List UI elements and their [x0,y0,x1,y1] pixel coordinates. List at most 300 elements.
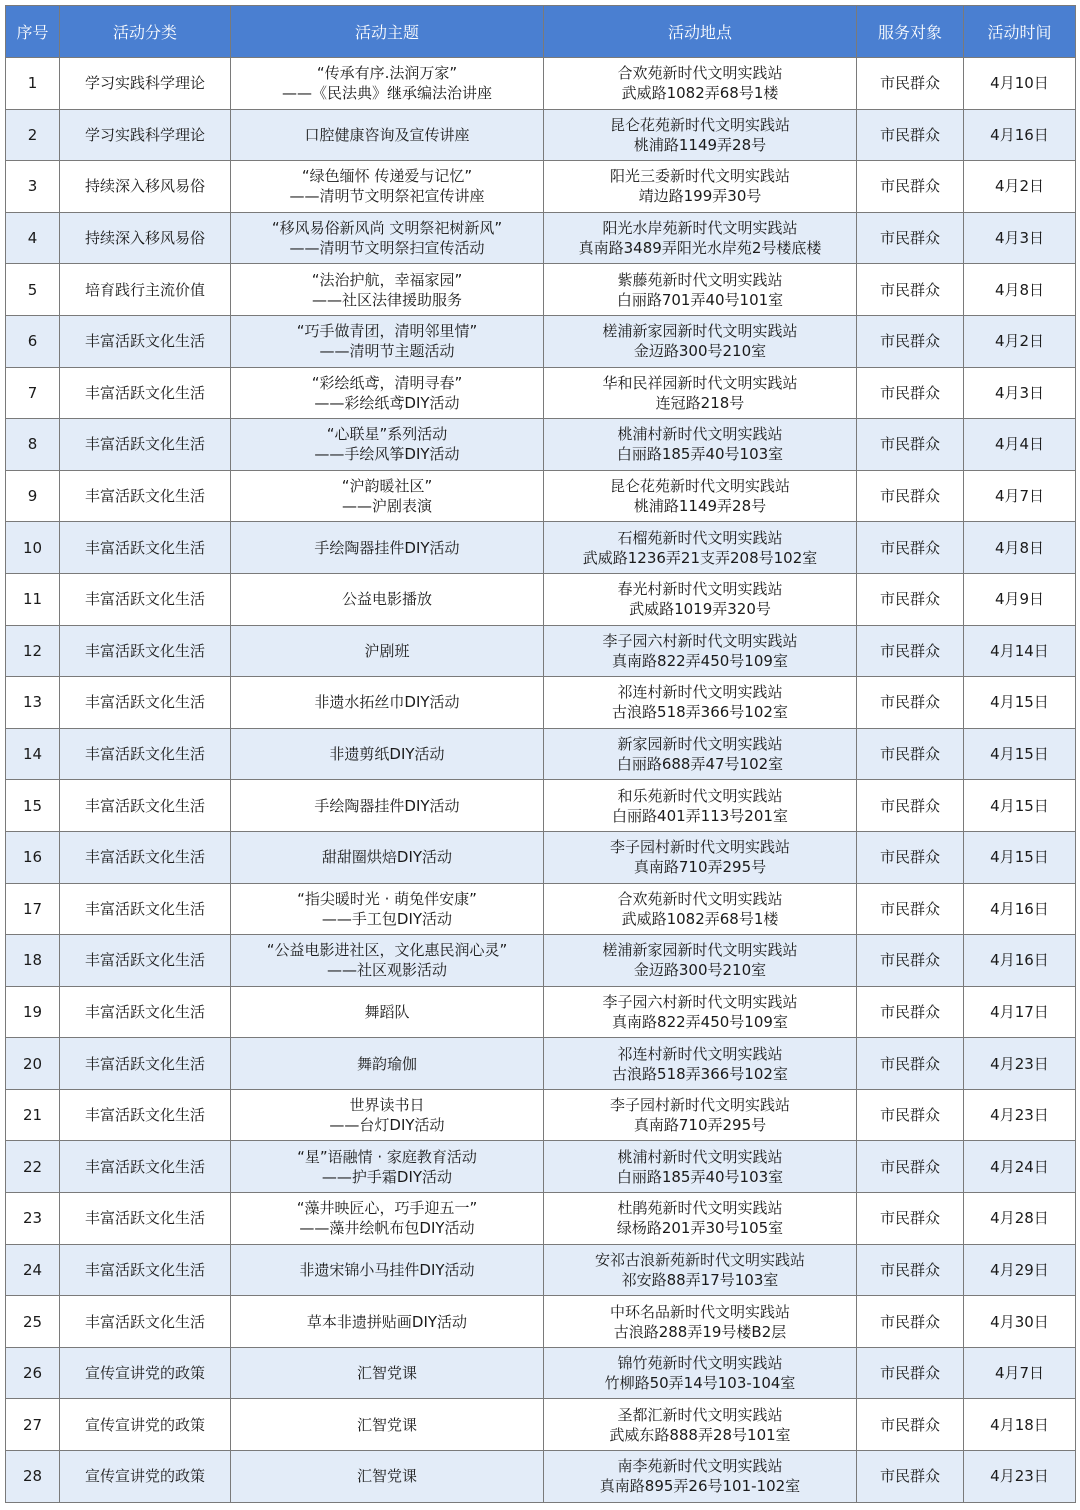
cell-location-line: 古浪路518弄366号102室 [612,1064,788,1083]
cell-index: 2 [6,109,60,161]
cell-location-line: 华和民祥园新时代文明实践站 [602,373,798,392]
cell-category: 丰富活跃文化生活 [60,1038,231,1090]
cell-location [544,315,857,367]
cell-audience: 市民群众 [857,831,964,883]
cell-location-line: 新家园新时代文明实践站 [617,735,783,754]
cell-category: 丰富活跃文化生活 [60,1244,231,1296]
cell-category: 丰富活跃文化生活 [60,522,231,574]
cell-index: 1 [6,58,60,110]
cell-topic-line: 非遗水拓丝巾DIY活动 [314,693,460,712]
cell-category: 丰富活跃文化生活 [60,883,231,935]
cell-location-line: 石榴苑新时代文明实践站 [617,528,783,547]
cell-location [544,419,857,471]
cell-time: 4月15日 [964,780,1076,832]
cell-audience: 市民群众 [857,1089,964,1141]
cell-location-line: 真南路710弄295号 [633,1116,767,1135]
header-index: 序号 [6,6,60,58]
cell-topic-line: 手绘陶器挂件DIY活动 [314,796,460,815]
cell-topic-line: 草本非遗拼贴画DIY活动 [306,1312,468,1331]
cell-index: 9 [6,470,60,522]
cell-location-line: 合欢苑新时代文明实践站 [617,64,783,83]
cell-index: 7 [6,367,60,419]
cell-audience: 市民群众 [857,935,964,987]
cell-audience: 市民群众 [857,1451,964,1503]
table-row [6,677,1076,729]
cell-topic [231,522,544,574]
header-time: 活动时间 [964,6,1076,58]
cell-location-line: 桃浦路1149弄28号 [633,135,767,154]
cell-topic-line: ——台灯DIY活动 [329,1116,445,1135]
cell-time: 4月23日 [964,1089,1076,1141]
cell-index: 5 [6,264,60,316]
cell-topic-line: 甜甜圈烘焙DIY活动 [321,848,453,867]
cell-topic [231,1451,544,1503]
cell-topic-line: ——清明节文明祭祀宣传讲座 [289,187,485,206]
table-row [6,1296,1076,1348]
cell-topic-line: ——手工包DIY活动 [321,909,453,928]
cell-category: 丰富活跃文化生活 [60,625,231,677]
cell-location-line: 白丽路185弄40号103室 [616,445,784,464]
cell-location-line: 白丽路401弄113号201室 [612,806,788,825]
cell-topic [231,986,544,1038]
table-row [6,264,1076,316]
cell-topic [231,883,544,935]
table-row [6,625,1076,677]
cell-category: 学习实践科学理论 [60,109,231,161]
cell-location-line: 紫藤苑新时代文明实践站 [617,270,783,289]
table-row [6,315,1076,367]
table-row [6,883,1076,935]
cell-location-line: 武威路1082弄68号1楼 [621,84,779,103]
cell-location [544,1193,857,1245]
cell-location [544,470,857,522]
cell-index: 25 [6,1296,60,1348]
cell-topic-line: ——清明节文明祭扫宣传活动 [289,239,485,258]
cell-time: 4月14日 [964,625,1076,677]
cell-time: 4月2日 [964,161,1076,213]
cell-location-line: 武威路1019弄320号 [629,600,771,619]
header-row [6,6,1076,58]
cell-category: 宣传宣讲党的政策 [60,1347,231,1399]
activity-schedule-table-container [5,5,1075,1503]
cell-location-line: 昆仑花苑新时代文明实践站 [609,477,790,496]
cell-time: 4月4日 [964,419,1076,471]
cell-topic [231,831,544,883]
cell-location [544,831,857,883]
cell-category: 宣传宣讲党的政策 [60,1399,231,1451]
cell-topic-line: “藻井映匠心，巧手迎五一” [296,1199,478,1218]
cell-time: 4月7日 [964,1347,1076,1399]
cell-topic-line: 汇智党课 [356,1364,417,1383]
cell-time: 4月3日 [964,212,1076,264]
cell-audience: 市民群众 [857,161,964,213]
cell-category: 持续深入移风易俗 [60,212,231,264]
cell-location [544,1451,857,1503]
table-row [6,1347,1076,1399]
cell-location-line: 古浪路518弄366号102室 [612,703,788,722]
cell-location [544,1347,857,1399]
cell-index: 23 [6,1193,60,1245]
cell-topic-line: 非遗剪纸DIY活动 [329,745,445,764]
cell-location-line: 槎浦新家园新时代文明实践站 [602,941,798,960]
cell-audience: 市民群众 [857,986,964,1038]
cell-location [544,625,857,677]
cell-index: 13 [6,677,60,729]
cell-topic [231,1296,544,1348]
table-row [6,212,1076,264]
cell-topic [231,728,544,780]
cell-location [544,58,857,110]
cell-time: 4月17日 [964,986,1076,1038]
cell-topic [231,1141,544,1193]
cell-category: 宣传宣讲党的政策 [60,1451,231,1503]
cell-location-line: 李子园村新时代文明实践站 [609,1096,790,1115]
cell-topic [231,935,544,987]
cell-time: 4月7日 [964,470,1076,522]
cell-location [544,212,857,264]
cell-index: 6 [6,315,60,367]
cell-location-line: 靖边路199弄30号 [638,187,762,206]
table-row [6,780,1076,832]
cell-audience: 市民群众 [857,470,964,522]
cell-location [544,573,857,625]
cell-location [544,1089,857,1141]
cell-topic [231,1244,544,1296]
cell-location-line: 阳光三委新时代文明实践站 [609,167,790,186]
cell-audience: 市民群众 [857,58,964,110]
cell-location-line: 竹柳路50弄14号103-104室 [604,1374,796,1393]
cell-location-line: 李子园六村新时代文明实践站 [602,992,798,1011]
cell-location [544,728,857,780]
cell-index: 11 [6,573,60,625]
cell-audience: 市民群众 [857,625,964,677]
cell-topic [231,780,544,832]
cell-category: 培育践行主流价值 [60,264,231,316]
cell-category: 丰富活跃文化生活 [60,780,231,832]
cell-topic-line: ——《民法典》继承编法治讲座 [281,84,492,103]
cell-location-line: 阳光水岸苑新时代文明实践站 [602,219,798,238]
cell-location-line: 和乐苑新时代文明实践站 [617,786,783,805]
cell-location-line: 金迈路300号210室 [633,961,767,980]
cell-time: 4月8日 [964,522,1076,574]
table-row [6,1141,1076,1193]
cell-location-line: 祁连村新时代文明实践站 [617,1044,783,1063]
cell-topic [231,161,544,213]
table-row [6,161,1076,213]
cell-audience: 市民群众 [857,780,964,832]
cell-location-line: 李子园村新时代文明实践站 [609,838,790,857]
cell-location-line: 真南路822弄450号109室 [612,651,788,670]
cell-topic-line: “移风易俗新风尚 文明祭祀树新风” [271,219,503,238]
cell-audience: 市民群众 [857,264,964,316]
cell-index: 4 [6,212,60,264]
cell-location-line: 桃浦村新时代文明实践站 [617,425,783,444]
cell-location [544,367,857,419]
cell-topic-line: 世界读书日 [349,1096,425,1115]
table-row [6,367,1076,419]
cell-location [544,1296,857,1348]
cell-location-line: 真南路822弄450号109室 [612,1012,788,1031]
cell-index: 3 [6,161,60,213]
cell-topic-line: 沪剧班 [364,641,410,660]
cell-index: 20 [6,1038,60,1090]
cell-time: 4月9日 [964,573,1076,625]
cell-location-line: 南李苑新时代文明实践站 [617,1457,783,1476]
cell-topic-line: ——沪剧表演 [341,497,432,516]
cell-location-line: 白丽路701弄40号101室 [616,290,784,309]
cell-time: 4月3日 [964,367,1076,419]
cell-topic [231,573,544,625]
cell-topic-line: “指尖暖时光 · 萌兔伴安康” [297,889,477,908]
cell-category: 丰富活跃文化生活 [60,935,231,987]
table-row [6,935,1076,987]
header-location: 活动地点 [544,6,857,58]
cell-audience: 市民群众 [857,212,964,264]
cell-topic [231,367,544,419]
cell-location-line: 桃浦路1149弄28号 [633,497,767,516]
cell-location [544,677,857,729]
cell-audience: 市民群众 [857,109,964,161]
cell-topic-line: “公益电影进社区，文化惠民润心灵” [266,941,508,960]
cell-location-line: 合欢苑新时代文明实践站 [617,889,783,908]
table-row [6,522,1076,574]
cell-topic [231,315,544,367]
cell-audience: 市民群众 [857,1141,964,1193]
cell-category: 丰富活跃文化生活 [60,367,231,419]
cell-topic [231,58,544,110]
cell-category: 丰富活跃文化生活 [60,419,231,471]
cell-topic-line: “绿色缅怀 传递爱与记忆” [301,167,473,186]
cell-location-line: 古浪路288弄19号楼B2层 [613,1322,787,1341]
cell-index: 19 [6,986,60,1038]
header-audience: 服务对象 [857,6,964,58]
cell-topic-line: 公益电影播放 [341,590,432,609]
cell-location-line: 祁连村新时代文明实践站 [617,683,783,702]
cell-topic [231,1038,544,1090]
cell-index: 15 [6,780,60,832]
cell-time: 4月23日 [964,1451,1076,1503]
cell-location-line: 金迈路300号210室 [633,342,767,361]
table-row [6,986,1076,1038]
cell-topic-line: ——手绘风筝DIY活动 [314,445,460,464]
cell-location-line: 武威路1236弄21支弄208号102室 [582,548,818,567]
cell-location [544,883,857,935]
cell-time: 4月16日 [964,883,1076,935]
cell-audience: 市民群众 [857,1296,964,1348]
table-row [6,1089,1076,1141]
cell-location-line: 安祁古浪新苑新时代文明实践站 [594,1250,805,1269]
table-row [6,470,1076,522]
cell-topic-line: 舞韵瑜伽 [356,1054,417,1073]
cell-topic [231,109,544,161]
cell-topic-line: 非遗宋锦小马挂件DIY活动 [299,1260,475,1279]
table-row [6,1244,1076,1296]
cell-time: 4月10日 [964,58,1076,110]
cell-topic [231,625,544,677]
cell-location-line: 真南路3489弄阳光水岸苑2号楼底楼 [578,239,822,258]
cell-topic-line: ——清明节主题活动 [319,342,455,361]
cell-location [544,935,857,987]
cell-topic-line: “巧手做青团，清明邻里情” [296,322,478,341]
cell-location-line: 锦竹苑新时代文明实践站 [617,1354,783,1373]
activity-schedule-table [5,5,1076,1503]
cell-category: 丰富活跃文化生活 [60,1089,231,1141]
cell-topic-line: ——护手霜DIY活动 [321,1167,453,1186]
cell-topic [231,1193,544,1245]
cell-topic [231,1399,544,1451]
cell-location [544,986,857,1038]
cell-audience: 市民群众 [857,367,964,419]
cell-index: 18 [6,935,60,987]
cell-topic-line: 汇智党课 [356,1415,417,1434]
cell-index: 14 [6,728,60,780]
cell-topic [231,212,544,264]
cell-location-line: 昆仑花苑新时代文明实践站 [609,115,790,134]
cell-audience: 市民群众 [857,883,964,935]
table-row [6,1193,1076,1245]
cell-location [544,264,857,316]
table-body [6,58,1076,1503]
cell-category: 丰富活跃文化生活 [60,1296,231,1348]
table-row [6,1038,1076,1090]
cell-category: 丰富活跃文化生活 [60,677,231,729]
cell-topic [231,419,544,471]
cell-location-line: 白丽路688弄47号102室 [616,755,784,774]
cell-time: 4月15日 [964,728,1076,780]
cell-index: 16 [6,831,60,883]
cell-topic-line: 口腔健康咨询及宣传讲座 [304,125,470,144]
cell-topic-line: ——彩绘纸鸢DIY活动 [314,393,460,412]
cell-index: 17 [6,883,60,935]
cell-time: 4月16日 [964,109,1076,161]
cell-time: 4月8日 [964,264,1076,316]
cell-audience: 市民群众 [857,1399,964,1451]
cell-topic [231,470,544,522]
cell-category: 丰富活跃文化生活 [60,1141,231,1193]
cell-location [544,1038,857,1090]
cell-time: 4月29日 [964,1244,1076,1296]
cell-location [544,1399,857,1451]
cell-topic-line: ——社区法律援助服务 [311,290,462,309]
cell-location-line: 真南路710弄295号 [633,858,767,877]
cell-category: 丰富活跃文化生活 [60,986,231,1038]
cell-location [544,780,857,832]
cell-audience: 市民群众 [857,315,964,367]
header-topic: 活动主题 [231,6,544,58]
cell-time: 4月23日 [964,1038,1076,1090]
cell-location-line: 桃浦村新时代文明实践站 [617,1147,783,1166]
cell-time: 4月16日 [964,935,1076,987]
cell-category: 丰富活跃文化生活 [60,573,231,625]
cell-index: 26 [6,1347,60,1399]
cell-audience: 市民群众 [857,573,964,625]
cell-location-line: 武威东路888弄28号101室 [609,1425,791,1444]
cell-location-line: 圣都汇新时代文明实践站 [617,1405,783,1424]
cell-audience: 市民群众 [857,1193,964,1245]
header-category: 活动分类 [60,6,231,58]
cell-topic-line: 舞蹈队 [364,1002,410,1021]
cell-topic [231,264,544,316]
cell-location-line: 真南路895弄26号101-102室 [599,1477,801,1496]
cell-topic-line: ——社区观影活动 [326,961,447,980]
cell-index: 12 [6,625,60,677]
cell-topic-line: 汇智党课 [356,1467,417,1486]
cell-category: 丰富活跃文化生活 [60,831,231,883]
cell-index: 22 [6,1141,60,1193]
table-row [6,109,1076,161]
cell-location-line: 连冠路218号 [655,393,745,412]
cell-location [544,522,857,574]
cell-time: 4月2日 [964,315,1076,367]
cell-audience: 市民群众 [857,419,964,471]
table-row [6,573,1076,625]
cell-time: 4月24日 [964,1141,1076,1193]
cell-location [544,1141,857,1193]
cell-topic-line: “沪韵暖社区” [341,477,433,496]
cell-location-line: 白丽路185弄40号103室 [616,1167,784,1186]
cell-time: 4月28日 [964,1193,1076,1245]
cell-location-line: 绿杨路201弄30号105室 [616,1219,784,1238]
cell-audience: 市民群众 [857,1347,964,1399]
cell-topic [231,1089,544,1141]
cell-time: 4月15日 [964,831,1076,883]
table-row [6,419,1076,471]
cell-audience: 市民群众 [857,1244,964,1296]
cell-topic-line: “彩绘纸鸢，清明寻春” [311,373,463,392]
cell-index: 28 [6,1451,60,1503]
cell-topic-line: ——藻井绘帆布包DIY活动 [299,1219,475,1238]
cell-index: 21 [6,1089,60,1141]
cell-topic-line: 手绘陶器挂件DIY活动 [314,538,460,557]
table-row [6,728,1076,780]
cell-topic-line: “心联星”系列活动 [326,425,448,444]
cell-audience: 市民群众 [857,728,964,780]
cell-location-line: 李子园六村新时代文明实践站 [602,631,798,650]
cell-index: 27 [6,1399,60,1451]
table-row [6,58,1076,110]
cell-index: 8 [6,419,60,471]
cell-topic [231,1347,544,1399]
cell-location-line: 武威路1082弄68号1楼 [621,909,779,928]
cell-topic-line: “传承有序.法润万家” [316,64,458,83]
cell-location-line: 祁安路88弄17号103室 [621,1270,779,1289]
table-row [6,1399,1076,1451]
cell-category: 丰富活跃文化生活 [60,728,231,780]
cell-audience: 市民群众 [857,522,964,574]
cell-topic-line: “星”语融情 · 家庭教育活动 [297,1147,477,1166]
cell-audience: 市民群众 [857,677,964,729]
cell-topic-line: “法治护航，幸福家园” [311,270,463,289]
cell-category: 丰富活跃文化生活 [60,1193,231,1245]
cell-topic [231,677,544,729]
table-row [6,831,1076,883]
table-header [6,6,1076,58]
table-row [6,1451,1076,1503]
cell-category: 学习实践科学理论 [60,58,231,110]
cell-time: 4月18日 [964,1399,1076,1451]
cell-index: 24 [6,1244,60,1296]
cell-audience: 市民群众 [857,1038,964,1090]
cell-time: 4月30日 [964,1296,1076,1348]
cell-location [544,161,857,213]
cell-category: 持续深入移风易俗 [60,161,231,213]
cell-location-line: 槎浦新家园新时代文明实践站 [602,322,798,341]
cell-time: 4月15日 [964,677,1076,729]
cell-category: 丰富活跃文化生活 [60,470,231,522]
cell-location [544,109,857,161]
cell-location-line: 杜鹃苑新时代文明实践站 [617,1199,783,1218]
cell-location [544,1244,857,1296]
